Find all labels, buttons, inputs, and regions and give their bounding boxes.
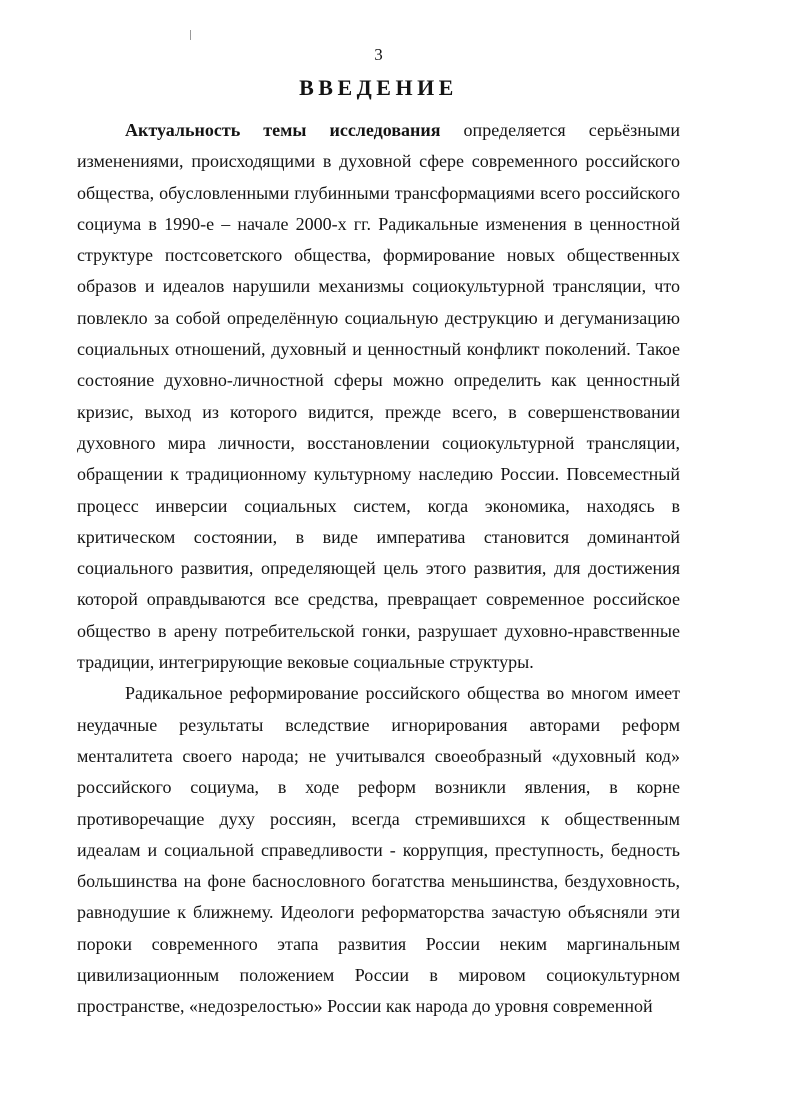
paragraph-relevance (77, 115, 680, 678)
scan-artifact-mark (190, 30, 191, 40)
paragraph-lead-term: Актуальность темы исследования (125, 120, 441, 140)
paragraph-text: Радикальное реформирование российского общества во многом имеет неудачные результаты вследствие игнорирования авторами реформ менталитета своего народа; не учитывался своеобразный «духовный код» российского социума, в ходе реформ возникли явления, в корне противоречащие духу россиян, всегда стремившихся к общественным идеалам и социальной справедливости - коррупция, преступность, бедность большинства на фоне баснословного богатства меньшинства, бездуховность, равнодушие к ближнему. Идеологи реформаторства зачастую объясняли эти пороки современного этапа развития России неким маргинальным цивилизационным положением России в мировом социокультурном пространстве, «недозрелостью» России как народа до уровня современной (77, 683, 680, 1017)
page-number: 3 (374, 45, 383, 64)
section-heading: ВВЕДЕНИЕ (299, 75, 458, 100)
body-text (77, 115, 680, 1023)
paragraph-reforms (77, 678, 680, 1022)
paragraph-text: определяется серьёзными изменениями, происходящими в духовной сфере современного российского общества, обусловленными глубинными трансформациями всего российского социума в 1990-е – начале 2000-х гг. Радикальные изменения в ценностной структуре постсоветского общества, формирование новых общественных образов и идеалов нарушили механизмы социокультурной трансляции, что повлекло за собой определённую социальную деструкцию и дегуманизацию социальных отношений, духовный и ценностный конфликт поколений. Такое состояние духовно-личностной сферы можно определить как ценностный кризис, выход из которого видится, прежде всего, в совершенствовании духовного мира личности, восстановлении социокультурной трансляции, обращении к традиционному культурному наследию России. Повсеместный процесс инверсии социальных систем, когда экономика, находясь в критическом состоянии, в виде императива становится доминантой социального развития, определяющей цель этого развития, для достижения которой оправдываются все средства, превращает современное российское общество в арену потребительской гонки, разрушает духовно-нравственные традиции, интегрирующие вековые социальные структуры. (77, 120, 680, 673)
